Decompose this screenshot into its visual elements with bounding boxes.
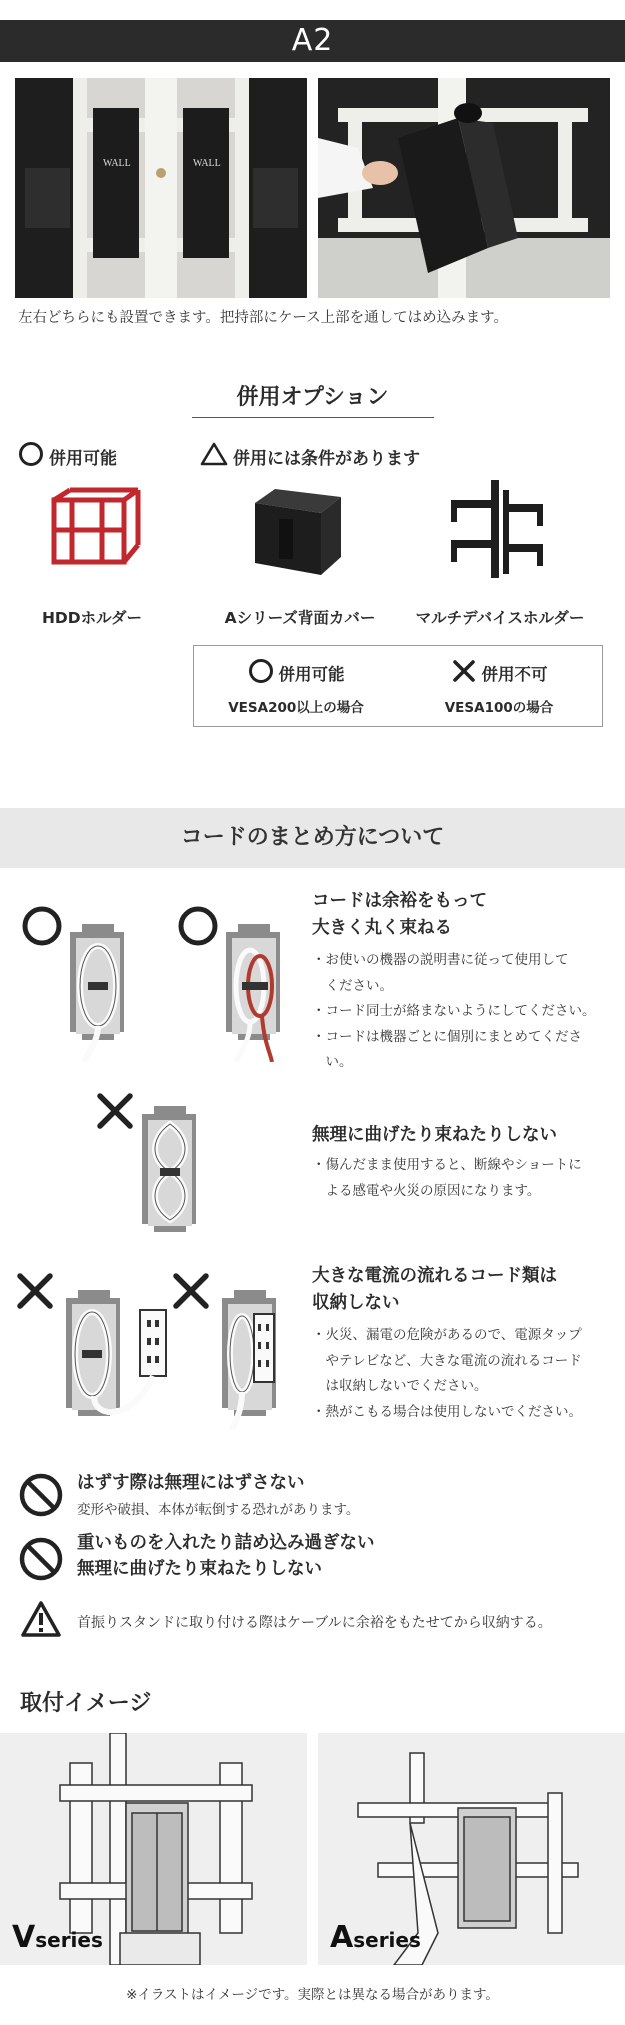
vesa-ok-label: [206, 658, 386, 688]
bullet-item: ・コードは機器ごとに個別にまとめてくださ: [312, 1028, 582, 1045]
circle-ok-icon: [248, 658, 274, 688]
bullet-item: ・傷んだまま使用すると、断線やショートに: [312, 1157, 582, 1173]
ok-loop-illustration-2: [174, 902, 294, 1066]
multi-device-holder-label: マルチデバイスホルダー: [415, 609, 585, 627]
warning-1: [77, 1470, 359, 1518]
ng-outlet-illustration-1: [14, 1270, 174, 1434]
compatible-label: [18, 441, 117, 472]
caution-triangle-icon: [20, 1600, 62, 1642]
conditional-label-text: 併用には条件があります: [233, 449, 420, 469]
compatible-label-text: 併用可能: [49, 449, 117, 469]
a-series-label-rest: series: [353, 1928, 421, 1952]
cord-tip-block-3: [312, 1263, 617, 1425]
bullet-item: ・熱がこもる場合は使用しないでください。: [312, 1403, 582, 1420]
hdd-holder-image: [42, 485, 142, 579]
bullet-item: やテレビなど、大きな電流の流れるコード: [312, 1352, 582, 1369]
cord-tip-1-title-line: コードは余裕をもって: [312, 891, 487, 911]
v-series-label-initial: V: [12, 1920, 36, 1955]
a-series-label: [330, 1920, 421, 1955]
options-title: 併用オプション: [236, 385, 389, 410]
case-logo-right: WALL: [193, 158, 221, 169]
warning-2-title-line: 無理に曲げたり束ねたりしない: [77, 1559, 322, 1579]
v-series-label: [12, 1920, 103, 1955]
circle-ok-icon: [18, 441, 44, 472]
v-series-label-rest: series: [35, 1928, 103, 1952]
cord-tip-3-title-line: 大きな電流の流れるコード類は: [312, 1266, 557, 1286]
back-cover-image: [245, 485, 345, 581]
vesa-ok-label-text: 併用可能: [278, 665, 345, 684]
vesa-ok-cell: [206, 658, 386, 716]
section-title: A2: [291, 23, 334, 58]
cord-tip-2-title: [312, 1122, 617, 1149]
cords-section-header: [0, 808, 625, 868]
cord-tip-1-bullets: [312, 948, 612, 1076]
cord-tip-3-bullets: [312, 1323, 617, 1425]
options-title-underline: [192, 417, 434, 418]
cord-tip-3-title: [312, 1263, 617, 1317]
cord-tip-2-bullets: [312, 1153, 617, 1204]
warning-3-text: 首振りスタンドに取り付ける際はケーブルに余裕をもたせてから収納する。: [77, 1615, 552, 1631]
triangle-conditional-icon: [200, 441, 228, 472]
cord-tip-block-1: [312, 888, 612, 1076]
photo-installation: [318, 78, 610, 298]
ok-loop-illustration-1: [18, 902, 138, 1066]
cord-tip-1-title-line: 大きく丸く束ねる: [312, 918, 452, 938]
cord-tip-1-title: [312, 888, 612, 942]
vesa-ng-cell: [414, 658, 584, 716]
prohibited-icon: [18, 1536, 64, 1586]
cord-tip-block-2: [312, 1122, 617, 1204]
bullet-item: よる感電や火災の原因になります。: [312, 1182, 541, 1199]
install-title: 取付イメージ: [20, 1691, 152, 1716]
conditional-label: [200, 441, 420, 472]
cords-section-title: コードのまとめ方について: [180, 825, 445, 850]
vesa-ng-label: [414, 658, 584, 688]
case-logo-left: WALL: [103, 158, 131, 169]
footnote: ※イラストはイメージです。実際とは異なる場合があります。: [126, 1987, 499, 2003]
install-image-a-series: [318, 1733, 625, 1965]
bullet-item: ・お使いの機器の説明書に従って使用して: [312, 952, 569, 968]
vesa-ng-label-text: 併用不可: [481, 665, 548, 684]
bullet-item: は収納しないでください。: [312, 1378, 488, 1394]
section-header-bar: [0, 20, 625, 62]
photo-caption: 左右どちらにも設置できます。把持部にケース上部を通してはめ込みます。: [18, 310, 508, 326]
bullet-item: ください。: [312, 977, 393, 994]
warning-2: [77, 1530, 375, 1582]
vesa-ok-note: VESA200以上の場合: [228, 700, 364, 716]
bullet-item: ・コード同士が絡まないようにしてください。: [312, 1003, 596, 1019]
cross-ng-icon: [451, 658, 477, 688]
warning-1-sub: 変形や破損、本体が転倒する恐れがあります。: [77, 1502, 360, 1518]
cord-tip-2-title-line: 無理に曲げたり束ねたりしない: [312, 1125, 557, 1145]
multi-device-holder-image: [447, 480, 547, 584]
ng-outlet-illustration-2: [170, 1270, 290, 1434]
ng-bend-illustration: [94, 1090, 214, 1244]
prohibited-icon: [18, 1472, 64, 1522]
vesa-ng-note: VESA100の場合: [444, 700, 554, 716]
a-series-label-initial: A: [330, 1920, 354, 1955]
cord-tip-3-title-line: 収納しない: [312, 1293, 400, 1313]
bullet-item: ・火災、漏電の危険があるので、電源タップ: [312, 1327, 582, 1343]
bullet-item: い。: [312, 1054, 353, 1070]
warning-1-title: はずす際は無理にはずさない: [77, 1473, 305, 1493]
install-image-v-series: [0, 1733, 307, 1965]
vesa-compat-box: [193, 645, 603, 727]
photo-front-view: [15, 78, 307, 298]
warning-2-title-line: 重いものを入れたり詰め込み過ぎない: [77, 1533, 375, 1553]
hdd-holder-label: HDDホルダー: [41, 609, 143, 627]
back-cover-label: Aシリーズ背面カバー: [224, 609, 376, 627]
